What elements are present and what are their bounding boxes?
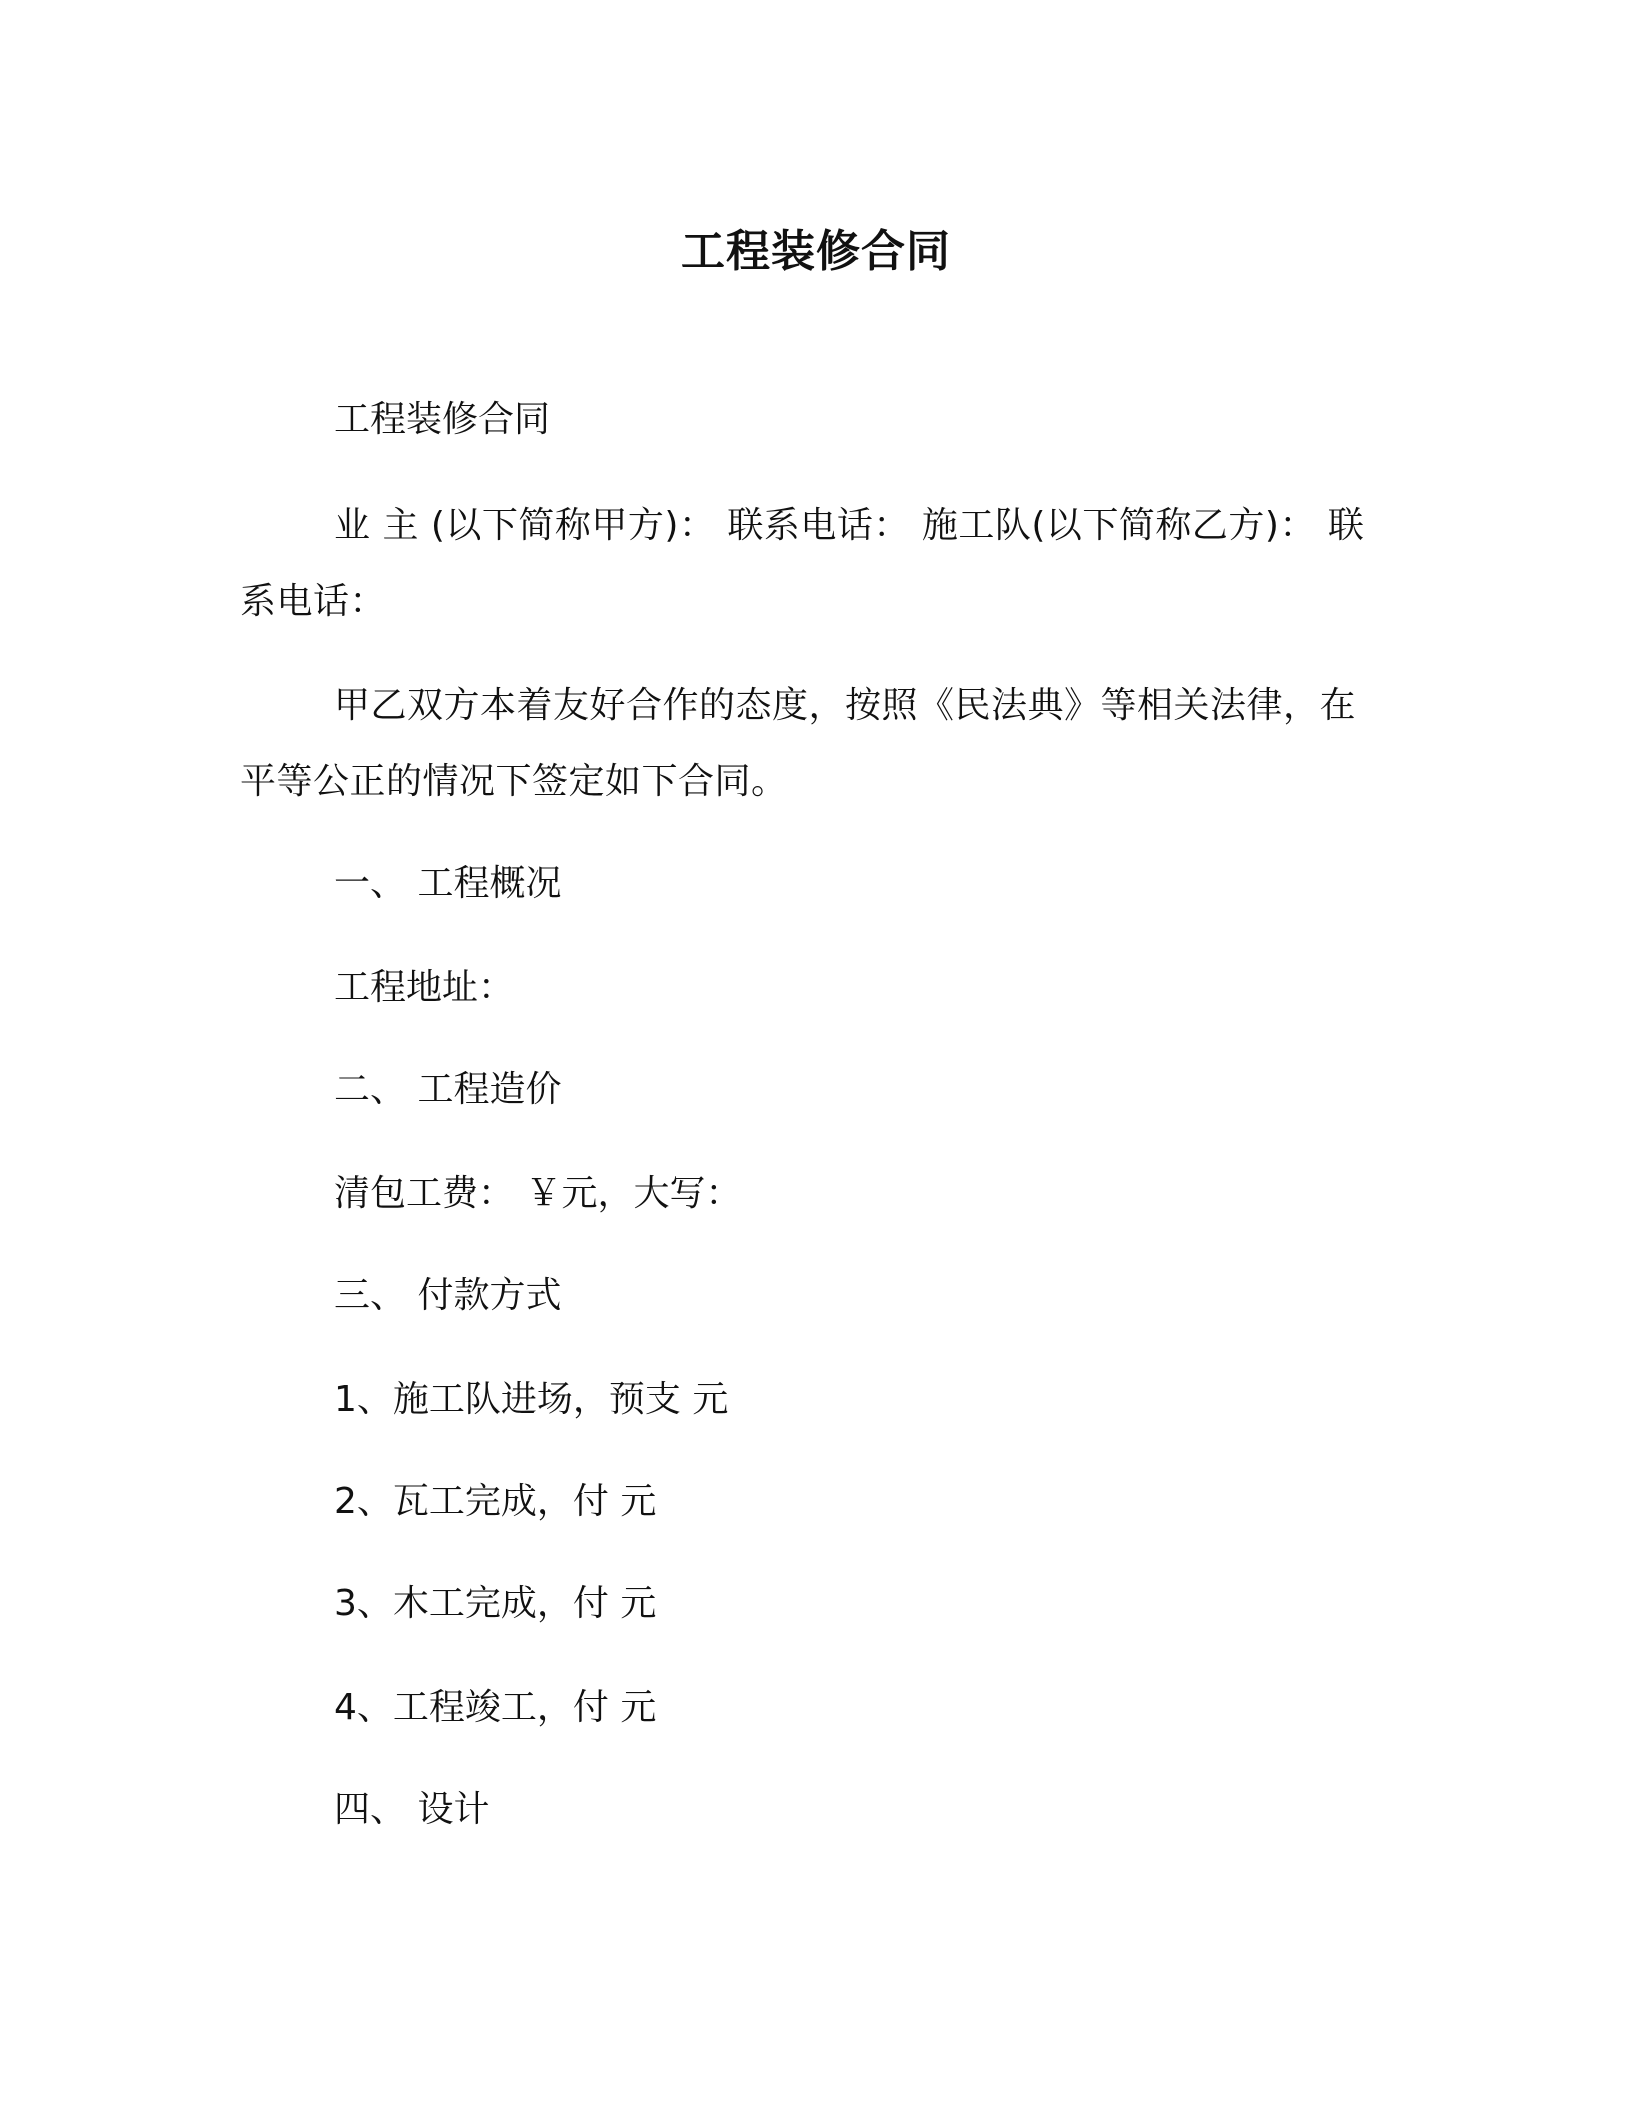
section-heading: 二、 工程造价 [334, 1069, 562, 1110]
section-heading: 一、 工程概况 [334, 863, 562, 904]
section-heading: 四、 设计 [334, 1789, 490, 1830]
section-heading: 三、 付款方式 [334, 1275, 562, 1316]
section-line: 3、木工完成，付 元 [334, 1583, 657, 1624]
intro-paragraph: 甲乙双方本着友好合作的态度，按照《民法典》等相关法律，在平等公正的情况下签定如下合同。 [240, 685, 1357, 802]
section-line: 2、瓦工完成，付 元 [334, 1481, 657, 1522]
section-line: 1、施工队进场，预支 元 [334, 1379, 729, 1420]
section-line: 清包工费： ￥元，大写： [334, 1173, 742, 1214]
section-line: 4、工程竣工，付 元 [334, 1687, 657, 1728]
parties-paragraph: 业 主 (以下简称甲方)： 联系电话： 施工队(以下简称乙方)： 联系电话： [240, 505, 1365, 622]
document-title: 工程装修合同 [681, 226, 951, 277]
document-subtitle: 工程装修合同 [334, 399, 551, 440]
section-line: 工程地址： [334, 967, 515, 1008]
